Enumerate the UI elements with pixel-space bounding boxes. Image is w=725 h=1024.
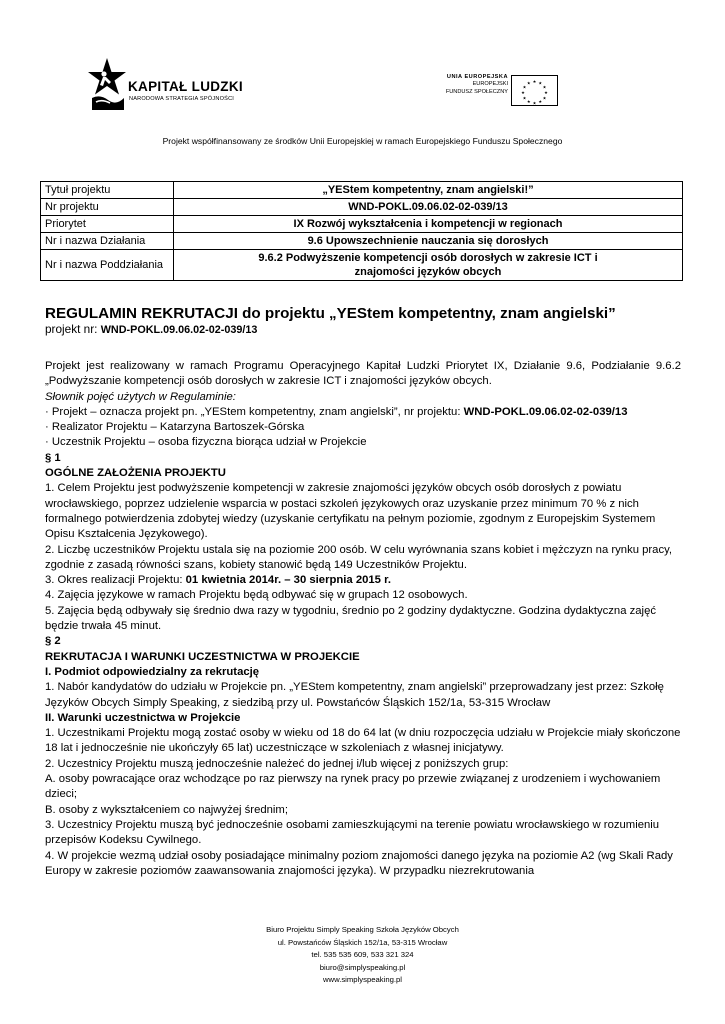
svg-text:★: ★ [522,95,527,101]
svg-text:★: ★ [542,84,547,90]
svg-text:★: ★ [542,95,547,101]
section-1-number: § 1 [45,451,61,464]
subtitle-prefix: projekt nr: [45,322,101,336]
table-value-line-2: znajomości języków obcych [354,266,502,278]
section-2-i-point-1: 1. Nabór kandydatów do udziału w Projekcie pn. „YEStem kompetentny, znam angielski” przeprowadzany jest przez: Szkołę Języków Obcych Simply Speaking, z siedzibą przy ul. Powstańców Śląskich 152/1a, 53-315 Wrocław [45,681,664,709]
section-2-ii-point-3: 3. Uczestnicy Projektu muszą być jednocześnie osobami zamieszkującymi na terenie powiatu wrocławskiego w rozumieniu przepisów Kodeksu Cywilnego. [45,818,660,847]
kapital-ludzki-emblem-icon [88,58,126,110]
eu-logo [428,74,564,106]
section-2-ii-point-2: 2. Uczestnicy Projektu muszą jednocześnie należeć do jednej i/lub więcej z poniższych grup: [45,757,509,770]
table-label: Tytuł projektu [41,182,174,199]
project-info-table [40,181,683,281]
definition-realizator: · Realizator Projektu – Katarzyna Bartoszek-Górska [45,421,305,434]
section-1-point-2: 2. Liczbę uczestników Projektu ustala się na poziomie 200 osób. W celu wyrównania szans kobiet i mężczyzn na rynku pracy, zgodnie z zasadą równości szans, kobiety stanowić będą 149 Uczestników Projektu. [45,543,673,571]
definition-participant: · Uczestnik Projektu – osoba fizyczna biorąca udział w Projekcie [45,436,367,449]
eu-line-2: EUROPEJSKI [472,81,508,88]
kapital-ludzki-subtitle: NARODOWA STRATEGIA SPÓJNOŚCI [129,96,235,102]
glossary-heading: Słownik pojęć użytych w Regulaminie: [45,390,236,403]
eu-line-1: UNIA EUROPEJSKA [446,74,508,80]
table-label: Nr i nazwa Działania [41,233,174,250]
section-2-title: REKRUTACJA I WARUNKI UCZESTNICTWA W PROJEKCIE [45,650,360,663]
section-2-ii-point-2b: B. osoby z wykształceniem co najwyżej średnim; [45,803,288,816]
footer-phone: tel. 535 535 609, 533 321 324 [311,950,414,960]
table-value [174,250,683,281]
section-2-number: § 2 [45,635,61,648]
table-row [41,216,683,233]
svg-text:★: ★ [526,99,531,105]
section-2-ii-point-4: 4. W projekcie wezmą udział osoby posiadające minimalny poziom znajomości danego języka na poziomie A2 (wg Skali Rady Europy w zakresie poziomów zaawansowania znajomości języka). W przypadku niezrekrutowania [45,849,673,877]
definition-project [45,405,681,420]
eu-line-3: FUNDUSZ SPOŁECZNY [445,88,508,95]
svg-text:★: ★ [532,100,537,105]
section-2-ii-point-1: 1. Uczestnikami Projektu mogą zostać osoby w wieku od 18 do 64 lat (w dniu rozpoczęcia udziału w Projekcie miały skończone 18 lat i jednocześnie nie ukończyły 65 lat) uczestniczące w szkoleniach z własnej inicjatywy. [45,727,681,755]
table-row [41,182,683,199]
table-value-line-1: 9.6.2 Podwyższenie kompetencji osób dorosłych w zakresie ICT i [258,252,598,264]
svg-text:★: ★ [522,84,527,90]
eu-flag-icon [511,75,558,106]
definition-project-text: · Projekt – oznacza projekt pn. „YEStem kompetentny, znam angielski”, nr projektu: [45,405,464,418]
table-label: Nr projektu [41,199,174,216]
section-1-point-1: 1. Celem Projektu jest podwyższenie kompetencji w zakresie znajomości języków obcych osób dorosłych z powiatu wrocławskiego, poprzez udzielenie wsparcia w postaci szkoleń językowych oraz uzyskanie przez minimum 70 % z nich formalnego potwierdzenia zdobytej wiedzy (uzyskanie certyfikatu na pełnym poziomie, zgodnym z Europejskim Systemem Opisu Kształcenia Językowego). [45,482,656,541]
kapital-ludzki-logo [88,58,278,110]
section-1-point-3 [45,573,681,588]
table-value: „YEStem kompetentny, znam angielski!” [174,182,683,199]
section-2-ii-point-2a: A. osoby powracające oraz wchodzące po raz pierwszy na rynek pracy po przewie związanej z urodzeniem i wychowaniem dzieci; [45,773,661,801]
kapital-ludzki-title: KAPITAŁ LUDZKI [128,79,243,94]
page-footer [0,924,725,987]
section-1-point-4: 4. Zajęcia językowe w ramach Projektu będą odbywać się w grupach 12 osobowych. [45,589,468,602]
footer-office-name: Biuro Projektu Simply Speaking Szkoła Języków Obcych [266,925,459,934]
svg-text:★: ★ [538,80,543,86]
svg-text:★: ★ [526,80,531,86]
document-subtitle [45,322,257,336]
table-row [41,250,683,281]
eu-logo-text [428,74,508,96]
section-1-title: OGÓLNE ZAŁOŻENIA PROJEKTU [45,467,226,480]
document-title: REGULAMIN REKRUTACJI do projektu „YEStem kompetentny, znam angielski” [45,305,616,322]
footer-email: biuro@simplyspeaking.pl [319,962,406,972]
table-value: 9.6 Upowszechnienie nauczania się dorosłych [174,233,683,250]
section-1-point-3-text: 3. Okres realizacji Projektu: [45,574,186,587]
footer-address: ul. Powstańców Śląskich 152/1a, 53-315 Wrocław [277,937,448,947]
section-1-point-5: 5. Zajęcia będą odbywały się średnio dwa razy w tygodniu, średnio po 2 godziny dydaktyczne. Godzina dydaktyczna zajęć będzie trwała 45 minut. [45,604,657,633]
svg-text:★: ★ [532,79,537,84]
svg-text:★: ★ [544,90,548,95]
table-row [41,199,683,216]
cofinancing-note: Projekt współfinansowany ze środków Unii Europejskiej w ramach Europejskiego Funduszu Społecznego [162,136,563,146]
table-value: IX Rozwój wykształcenia i kompetencji w regionach [174,216,683,233]
footer-website: www.simplyspeaking.pl [322,975,403,985]
table-label: Priorytet [41,216,174,233]
project-dates: 01 kwietnia 2014r. – 30 sierpnia 2015 r. [185,574,392,587]
subtitle-project-number: WND-POKL.09.06.02-02-039/13 [100,324,258,336]
section-2-subheading-1: I. Podmiot odpowiedzialny za rekrutację [45,665,260,678]
intro-paragraph: Projekt jest realizowany w ramach Programu Operacyjnego Kapitał Ludzki Priorytet IX, Działanie 9.6, Podziałanie 9.6.2 „Podwyższanie kompetencji osób dorosłych w zakresie ICT i znajomości języków obcych. [45,360,681,388]
definition-project-number: WND-POKL.09.06.02-02-039/13 [463,405,628,418]
table-label: Nr i nazwa Poddziałania [41,250,174,281]
section-2-subheading-2: II. Warunki uczestnictwa w Projekcie [45,711,241,724]
svg-text:★: ★ [521,90,525,95]
svg-text:★: ★ [538,99,543,105]
table-value: WND-POKL.09.06.02-02-039/13 [174,199,683,216]
table-row [41,233,683,250]
document-body [45,359,681,879]
